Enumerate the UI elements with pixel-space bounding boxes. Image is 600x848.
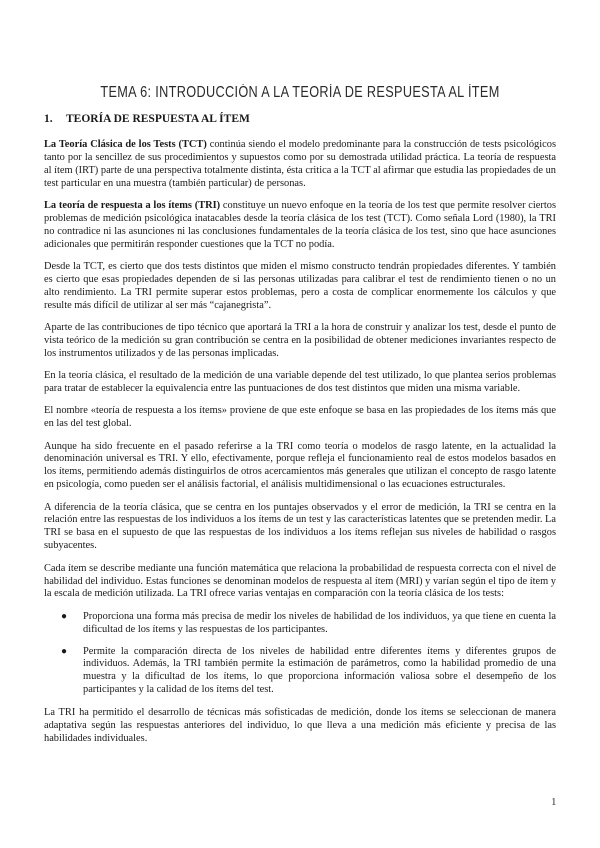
section-label: TEORÍA DE RESPUESTA AL ÍTEM [66,113,250,125]
list-item: ● Permite la comparación directa de los niveles de habilidad entre diferentes ítems y diferentes grupos de individuos. Además, la TRI también permite la estimación de parámetros, como la habilidad promedio de una muestra y la dificultad de los ítems, lo que proporciona información valiosa sobre el desempeño de los participantes y la calidad de los ítems del test. [61,645,556,696]
paragraph: El nombre «teoría de respuesta a los ítems» proviene de que este enfoque se basa en las propiedades de los ítems más que en las del test global. [44,405,556,430]
paragraph: A diferencia de la teoría clásica, que se centra en los puntajes observados y el error de medición, la TRI se centra en la relación entre las respuestas de los individuos a los ítems de un test y las características latentes que se pretenden medir. La TRI se basa en el supuesto de que las respuestas de los individuos a los ítems reflejan sus niveles de habilidad o rasgos subyacentes. [44,501,556,552]
bullet-icon: ● [61,610,68,622]
section-heading [44,113,250,125]
paragraph: La Teoría Clásica de los Tests (TCT) continúa siendo el modelo predominante para la construcción de tests psicológicos tanto por la sencillez de sus procedimientos y supuestos como por su demostrada utilidad práctica. La teoría de respuesta al ítem (IRT) parte de una perspectiva totalmente distinta, ésta critica a la TCT al afirmar que estudia las propiedades de un test particular en una muestra (también particular) de personas. [44,139,556,189]
document-body [44,139,556,755]
paragraph: Desde la TCT, es cierto que dos tests distintos que miden el mismo constructo tendrán propiedades diferentes. Y también es cierto que esas propiedades dependen de si las personas utilizadas para calibrar el test de rendimiento tienen o no un alto rendimiento. La TRI permite superar estos problemas, pero a costa de complicar enormemente los cálculos y que resulte más difícil de utilizar al ser más “cajanegrista”. [44,261,556,311]
bullet-icon: ● [61,645,68,657]
paragraph: La teoría de respuesta a los ítems (TRI) constituye un nuevo enfoque en la teoría de los test que permite resolver ciertos problemas de medición psicológica inatacables desde la teoría clásica de los test (TCT). Como señala Lord (1980), la TRI no contradice ni las asunciones ni las conclusiones fundamentales de la teoría clásica de los test, sino que hace asunciones adicionales que permitirán responder cuestiones que la TCT no podía. [44,200,556,250]
paragraph: Aunque ha sido frecuente en el pasado referirse a la TRI como teoría o modelos de rasgo latente, en la actualidad la denominación universal es TRI. Y ello, efectivamente, porque refleja el funcionamiento real de estos modelos basados en los ítems, permitiendo además distinguirlos de otros acercamientos más generales que utilizan el concepto de rasgo latente en psicología, como pueden ser el análisis factorial, el análisis multidimensional o las ecuaciones estructurales. [44,440,556,491]
paragraph-lead: La teoría de respuesta a los ítems (TRI) [44,200,221,212]
paragraph: Aparte de las contribuciones de tipo técnico que aportará la TRI a la hora de construir y analizar los test, desde el punto de vista teórico de la medición su gran contribución se centra en la posibilidad de obtener mediciones invariantes respecto de los instrumentos utilizados y de las personas implicadas. [44,322,556,359]
bullet-list [44,611,556,697]
list-item: ● Proporciona una forma más precisa de medir los niveles de habilidad de los individuos, ya que tiene en cuenta la dificultad de los ítems y las respuestas de los participantes. [61,610,556,635]
page-number: 1 [551,796,557,808]
paragraph: Cada ítem se describe mediante una función matemática que relaciona la probabilidad de respuesta correcta con el nivel de habilidad del individuo. Estas funciones se denominan modelos de respuesta al ítem (MRI) y varían según el tipo de ítem y la escala de medición utilizada. La TRI ofrece varias ventajas en comparación con la teoría clásica de los tests: [44,562,556,600]
document-title: TEMA 6: INTRODUCCIÓN A LA TEORÍA DE RESPUESTA AL ÍTEM [100,84,500,101]
section-number: 1. [44,113,53,125]
paragraph: En la teoría clásica, el resultado de la medición de una variable depende del test utilizado, lo que plantea serios problemas para tratar de establecer la equivalencia entre las puntuaciones de dos test distintos que miden una misma variable. [44,370,556,395]
closing-paragraph: La TRI ha permitido el desarrollo de técnicas más sofisticadas de medición, donde los ítems se seleccionan de manera adaptativa según las respuestas anteriores del individuo, lo que lleva a una medición más eficiente y precisa de las habilidades individuales. [44,707,556,744]
paragraph-lead: La Teoría Clásica de los Tests (TCT) [44,139,207,150]
